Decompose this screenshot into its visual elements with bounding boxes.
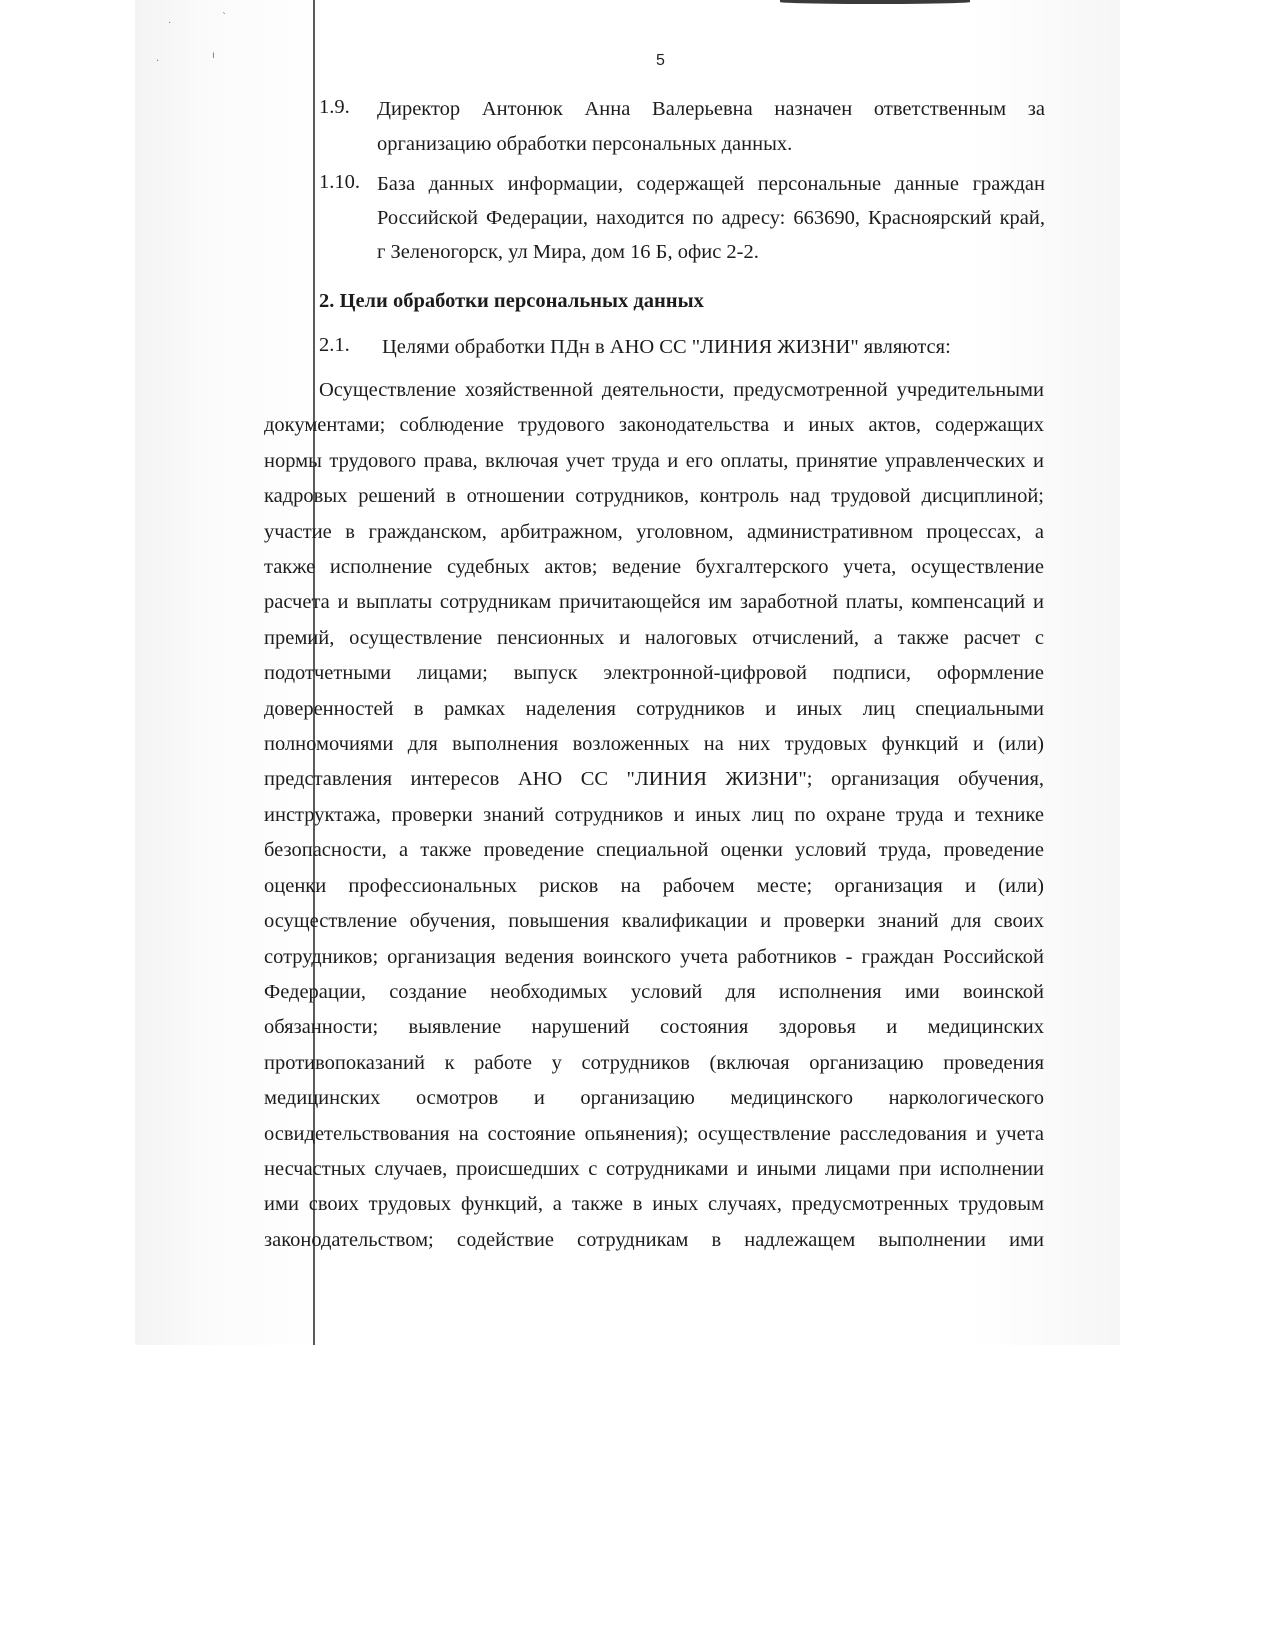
- text-line: освидетельствования на состояние опьянения); осуществление расследования и учета: [264, 1122, 1044, 1145]
- text-line: доверенностей в рамках наделения сотрудников и иных лиц специальными: [264, 697, 1044, 720]
- body-paragraph: [264, 373, 1044, 1258]
- scan-artifact: [780, 0, 970, 4]
- text-line: обязанности; выявление нарушений состояния здоровья и медицинских: [264, 1016, 1044, 1039]
- text-line: оценки профессиональных рисков на рабочем месте; организация и (или): [264, 874, 1044, 897]
- text-line: кадровых решений в отношении сотрудников, контроль над трудовой дисциплиной;: [264, 485, 1044, 508]
- text-line: Директор Антонюк Анна Валерьевна назначен ответственным за: [377, 98, 1045, 120]
- text-line: инструктажа, проверки знаний сотрудников и иных лиц по охране труда и технике: [264, 803, 1044, 826]
- scan-speck: ˋ: [222, 12, 227, 23]
- text-line: безопасности, а также проведение специальной оценки условий труда, проведение: [264, 839, 1044, 862]
- text-line: ими своих трудовых функций, а также в иных случаях, предусмотренных трудовым: [264, 1193, 1044, 1216]
- item-number: 1.10.: [319, 171, 360, 193]
- text-line: полномочиями для выполнения возложенных на них трудовых функций и (или): [264, 733, 1044, 756]
- text-line: также исполнение судебных актов; ведение бухгалтерского учета, осуществление: [264, 556, 1044, 579]
- text-line: Осуществление хозяйственной деятельности, предусмотренной учредительными: [319, 379, 1044, 401]
- text-line: премий, осуществление пенсионных и налоговых отчислений, а также расчет с: [264, 626, 1044, 649]
- text-line: сотрудников; организация ведения воинского учета работников - граждан Российской: [264, 945, 1044, 968]
- text-line: документами; соблюдение трудового законодательства и иных актов, содержащих: [264, 414, 1044, 437]
- text-line: несчастных случаев, происшедших с сотрудниками и иными лицами при исполнении: [264, 1157, 1044, 1180]
- text-line: противопоказаний к работе у сотрудников (включая организацию проведения: [264, 1051, 1044, 1074]
- text-line: организацию обработки персональных данных.: [377, 133, 793, 155]
- text-line: База данных информации, содержащей персональные данные граждан: [377, 173, 1045, 195]
- scan-speck: ı: [212, 50, 215, 61]
- text-line: законодательством; содействие сотрудникам в надлежащем выполнении ими: [264, 1228, 1044, 1251]
- item-number: 2.1.: [319, 334, 350, 356]
- text-line: г Зеленогорск, ул Мира, дом 16 Б, офис 2-2.: [377, 241, 759, 263]
- page-number: 5: [656, 52, 665, 69]
- text-line: представления интересов АНО СС "ЛИНИЯ ЖИЗНИ"; организация обучения,: [264, 768, 1044, 791]
- item-text: [377, 167, 1045, 269]
- scan-speck: ·: [168, 18, 172, 29]
- item-text: [377, 92, 1045, 162]
- scan-speck: ·: [156, 56, 160, 67]
- section-heading: 2. Цели обработки персональных данных: [319, 290, 704, 312]
- text-line: подотчетными лицами; выпуск электронной-цифровой подписи, оформление: [264, 662, 1044, 685]
- text-line: нормы трудового права, включая учет труда и его оплаты, принятие управленческих и: [264, 449, 1044, 472]
- item-text: Целями обработки ПДн в АНО СС "ЛИНИЯ ЖИЗНИ" являются:: [382, 336, 951, 358]
- text-line: расчета и выплаты сотрудникам причитающейся им заработной платы, компенсаций и: [264, 591, 1044, 614]
- text-line: Федерации, создание необходимых условий для исполнения ими воинской: [264, 980, 1044, 1003]
- text-line: участие в гражданском, арбитражном, уголовном, административном процессах, а: [264, 520, 1044, 543]
- text-line: медицинских осмотров и организацию медицинского наркологического: [264, 1087, 1044, 1110]
- text-line: осуществление обучения, повышения квалификации и проверки знаний для своих: [264, 910, 1044, 933]
- item-number: 1.9.: [319, 96, 350, 118]
- text-line: Российской Федерации, находится по адресу: 663690, Красноярский край,: [377, 207, 1045, 229]
